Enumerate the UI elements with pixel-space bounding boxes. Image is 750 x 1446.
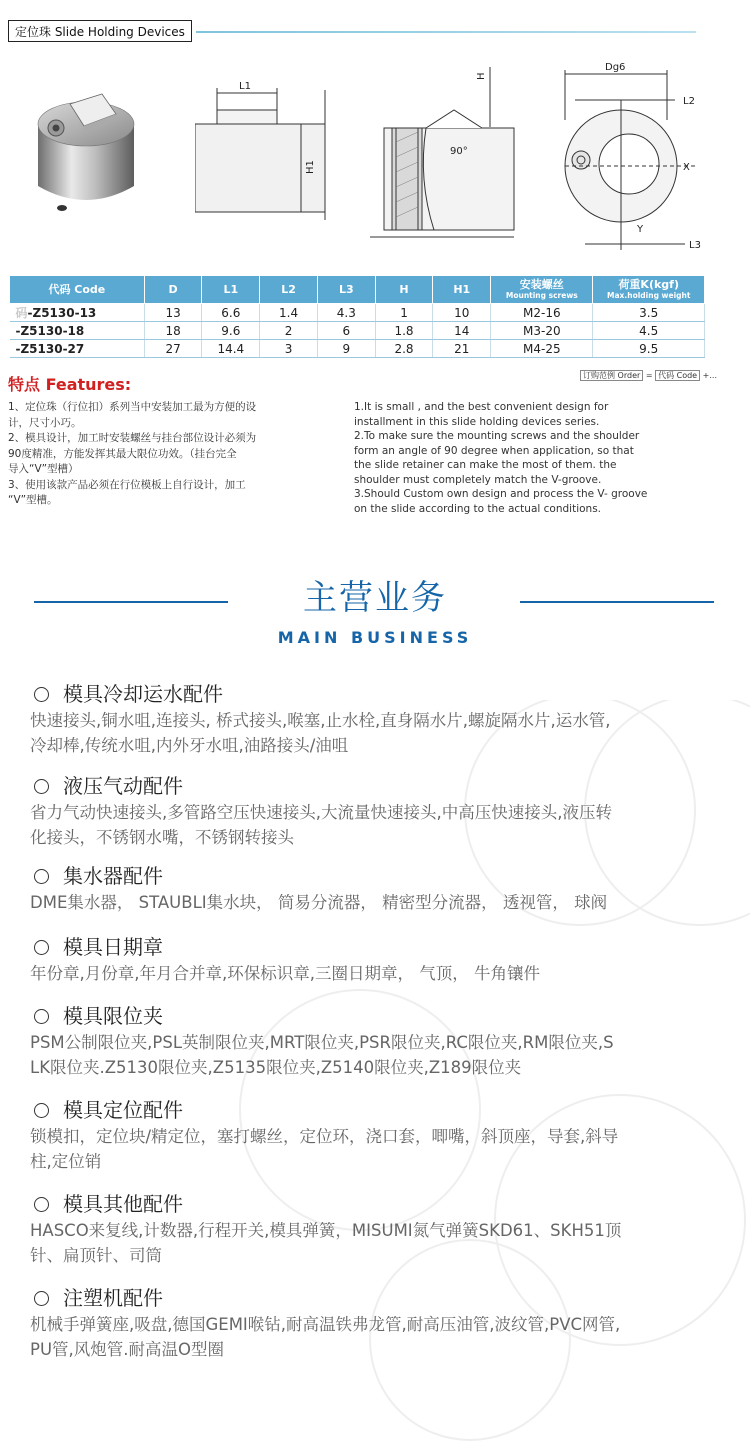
- category-name: 模具定位配件: [63, 1098, 183, 1122]
- features-cn: 1、定位珠（行位扣）系列当中安装加工最为方便的设 计，尺寸小巧。 2、模具设计，加工时安装螺丝与挂台部位设计必须为 90度精准，方能发挥其最大限位功效。（挂台完全 导入“V”型槽） 3、使用该款产品必须在行位模板上自行设计，加工 “V”型槽。: [8, 401, 257, 506]
- features-title: 特点 Features:: [8, 375, 132, 394]
- l1-label: L1: [239, 81, 251, 92]
- table-row: -Z5130-18 18 9.6 2 6 1.8 14 M3-20 4.5: [10, 322, 705, 340]
- category-items: HASCO来复线,计数器,行程开关,模具弹簧，MISUMI氮气弹簧SKD61、SKH51顶 针、扁顶针、司筒: [30, 1221, 622, 1265]
- col-h1: H1: [433, 276, 491, 304]
- col-load: 荷重K(kgf) Max.holding weight: [593, 276, 705, 304]
- order-example: 订购范例 Order = 代码 Code +...: [580, 370, 717, 381]
- category-name: 液压气动配件: [63, 774, 183, 798]
- table-row: 码-Z5130-13 13 6.6 1.4 4.3 1 10 M2-16 3.5: [10, 304, 705, 322]
- table-row: -Z5130-27 27 14.4 3 9 2.8 21 M4-25 9.5: [10, 340, 705, 358]
- category-block: [30, 772, 740, 850]
- bullet-circle-icon: [34, 1291, 49, 1306]
- h1-label: H1: [305, 160, 316, 174]
- category-name: 模具冷却运水配件: [63, 682, 223, 706]
- bullet-circle-icon: [34, 687, 49, 702]
- col-l1: L1: [202, 276, 260, 304]
- category-block: [30, 1002, 740, 1080]
- category-items: 锁模扣，定位块/精定位，塞打螺丝，定位环，浇口套，唧嘴，斜顶座，导套,斜导 柱,定位销: [30, 1127, 619, 1171]
- bullet-circle-icon: [34, 1197, 49, 1212]
- category-items: 机械手弹簧座,吸盘,德国GEMI喉钻,耐高温铁弗龙管,耐高压油管,波纹管,PVC网管, PU管,风炮管.耐高温O型圈: [30, 1315, 621, 1359]
- bullet-circle-icon: [34, 1103, 49, 1118]
- mb-divider-right: [520, 601, 714, 603]
- category-block: [30, 680, 740, 758]
- col-h: H: [375, 276, 433, 304]
- section-header: [8, 20, 708, 44]
- col-l3: L3: [317, 276, 375, 304]
- category-block: [30, 1096, 740, 1174]
- section-view-drawing: [370, 62, 515, 242]
- category-name: 模具限位夹: [63, 1004, 163, 1028]
- category-items: 省力气动快速接头,多管路空压快速接头,大流量快速接头,中高压快速接头,液压转 化接头，不锈钢水嘴，不锈钢转接头: [30, 803, 612, 847]
- category-block: [30, 1190, 740, 1268]
- top-view-drawing: [545, 60, 720, 260]
- angle-label: 90°: [450, 146, 468, 157]
- dg6-label: Dg6: [605, 62, 626, 73]
- product-image: [36, 86, 136, 216]
- table-header-row: [10, 276, 705, 304]
- bullet-circle-icon: [34, 869, 49, 884]
- category-name: 注塑机配件: [63, 1286, 163, 1310]
- main-business-subtitle: MAIN BUSINESS: [277, 628, 473, 647]
- main-business-title: 主营业务: [303, 578, 447, 618]
- category-name: 集水器配件: [63, 864, 163, 888]
- category-block: [30, 1284, 740, 1362]
- side-view-drawing: [195, 70, 335, 230]
- category-items: DME集水器， STAUBLI集水块， 简易分流器， 精密型分流器， 透视管， 球阀: [30, 893, 608, 912]
- category-items: 快速接头,铜水咀,连接头, 桥式接头,喉塞,止水栓,直身隔水片,螺旋隔水片,运水管, 冷却棒,传统水咀,内外牙水咀,油路接头/油咀: [30, 711, 611, 755]
- h-label: H: [476, 72, 487, 80]
- col-screws: 安装螺丝 Mounting screws: [491, 276, 593, 304]
- category-block: [30, 933, 740, 986]
- header-divider: [196, 31, 696, 33]
- x-label: X: [683, 162, 690, 173]
- l2-label: L2: [683, 96, 695, 107]
- col-l2: L2: [260, 276, 318, 304]
- category-name: 模具其他配件: [63, 1192, 183, 1216]
- category-items: PSM公制限位夹,PSL英制限位夹,MRT限位夹,PSR限位夹,RC限位夹,RM限位夹,S LK限位夹.Z5130限位夹,Z5135限位夹,Z5140限位夹,Z189限位夹: [30, 1033, 614, 1077]
- features-en: 1.It is small , and the best convenient design for installment in this slide holding devices series. 2.To make sure the mounting screws and the shoulder form an angle of 90 degree when application, so that the slide retainer can make the most of them. the shoulder must completely match the V-groove. 3.Should Custom own design and process the V- groove on the slide according to the actual conditions.: [354, 401, 648, 515]
- bullet-circle-icon: [34, 940, 49, 955]
- bullet-circle-icon: [34, 1009, 49, 1024]
- category-name: 模具日期章: [63, 935, 163, 959]
- category-block: [30, 862, 740, 915]
- y-label: Y: [637, 224, 644, 235]
- col-code: 代码 Code: [10, 276, 145, 304]
- section-tag: 定位珠 Slide Holding Devices: [8, 20, 192, 42]
- category-items: 年份章,月份章,年月合并章,环保标识章,三圈日期章， 气顶， 牛角镶件: [30, 964, 540, 983]
- col-d: D: [144, 276, 202, 304]
- spec-table: [9, 275, 705, 358]
- bullet-circle-icon: [34, 779, 49, 794]
- l3-label: L3: [689, 240, 701, 251]
